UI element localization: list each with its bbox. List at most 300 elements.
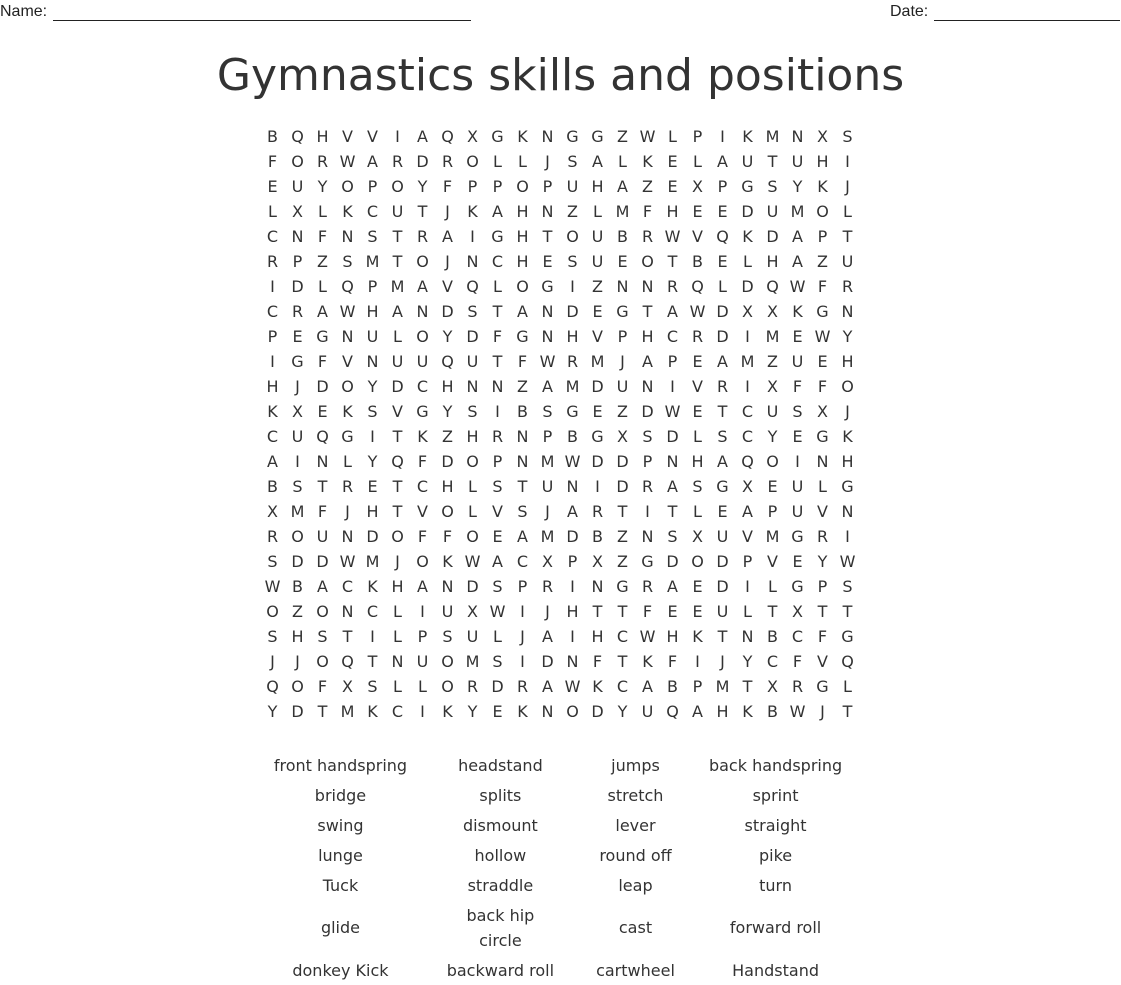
grid-letter[interactable]: X — [742, 477, 753, 496]
grid-letter[interactable]: A — [792, 252, 803, 271]
grid-letter[interactable]: Y — [617, 702, 628, 721]
grid-letter[interactable]: C — [666, 327, 679, 346]
grid-letter[interactable]: O — [416, 252, 429, 271]
grid-letter[interactable]: T — [492, 352, 503, 371]
grid-letter[interactable]: H — [666, 627, 679, 646]
grid-letter[interactable]: Z — [617, 402, 628, 421]
grid-letter[interactable]: N — [366, 352, 379, 371]
grid-letter[interactable]: B — [267, 127, 278, 146]
grid-letter[interactable]: T — [592, 602, 603, 621]
grid-letter[interactable]: P — [817, 577, 828, 596]
grid-letter[interactable]: O — [441, 677, 454, 696]
grid-letter[interactable]: A — [417, 277, 428, 296]
grid-letter[interactable]: G — [616, 302, 629, 321]
grid-letter[interactable]: R — [491, 427, 504, 446]
grid-letter[interactable]: I — [745, 377, 750, 396]
grid-letter[interactable]: G — [316, 327, 329, 346]
grid-letter[interactable]: A — [542, 377, 553, 396]
grid-letter[interactable]: U — [291, 427, 304, 446]
grid-letter[interactable]: T — [667, 252, 678, 271]
grid-letter[interactable]: W — [564, 677, 581, 696]
grid-letter[interactable]: Q — [291, 127, 304, 146]
grid-letter[interactable]: U — [291, 177, 304, 196]
grid-letter[interactable]: M — [365, 552, 380, 571]
grid-letter[interactable]: Y — [742, 652, 753, 671]
grid-letter[interactable]: W — [639, 127, 656, 146]
grid-letter[interactable]: K — [342, 202, 353, 221]
grid-letter[interactable]: I — [670, 377, 675, 396]
grid-letter[interactable]: T — [767, 152, 778, 171]
grid-letter[interactable]: H — [591, 177, 604, 196]
grid-letter[interactable]: I — [570, 627, 575, 646]
grid-letter[interactable]: H — [516, 227, 529, 246]
grid-letter[interactable]: Q — [441, 127, 454, 146]
grid-letter[interactable]: K — [842, 427, 853, 446]
grid-letter[interactable]: D — [441, 452, 454, 471]
grid-letter[interactable]: H — [291, 627, 304, 646]
grid-letter[interactable]: V — [492, 502, 503, 521]
grid-letter[interactable]: I — [720, 127, 725, 146]
grid-letter[interactable]: R — [316, 152, 329, 171]
grid-letter[interactable]: V — [692, 377, 703, 396]
grid-letter[interactable]: C — [616, 627, 629, 646]
grid-letter[interactable]: R — [641, 477, 654, 496]
grid-letter[interactable]: U — [791, 502, 804, 521]
grid-letter[interactable]: E — [717, 202, 728, 221]
grid-letter[interactable]: J — [820, 702, 825, 721]
grid-letter[interactable]: C — [416, 377, 429, 396]
grid-letter[interactable]: A — [317, 577, 328, 596]
grid-letter[interactable]: A — [742, 502, 753, 521]
grid-letter[interactable]: H — [441, 377, 454, 396]
grid-letter[interactable]: Z — [317, 252, 328, 271]
grid-letter[interactable]: F — [517, 352, 528, 371]
grid-letter[interactable]: O — [266, 602, 279, 621]
grid-letter[interactable]: S — [567, 252, 578, 271]
grid-letter[interactable]: I — [795, 452, 800, 471]
grid-letter[interactable]: T — [492, 302, 503, 321]
grid-letter[interactable]: G — [566, 402, 579, 421]
grid-letter[interactable]: I — [520, 602, 525, 621]
grid-letter[interactable]: X — [467, 602, 478, 621]
grid-letter[interactable]: E — [592, 402, 603, 421]
date-blank-line[interactable] — [934, 4, 1120, 21]
grid-letter[interactable]: L — [393, 602, 402, 621]
grid-letter[interactable]: T — [767, 602, 778, 621]
grid-letter[interactable]: O — [841, 377, 854, 396]
grid-letter[interactable]: E — [692, 577, 703, 596]
grid-letter[interactable]: U — [316, 527, 329, 546]
grid-letter[interactable]: F — [642, 602, 653, 621]
grid-letter[interactable]: E — [717, 502, 728, 521]
grid-letter[interactable]: L — [768, 577, 777, 596]
grid-letter[interactable]: J — [845, 177, 850, 196]
grid-letter[interactable]: P — [542, 177, 553, 196]
grid-letter[interactable]: D — [441, 302, 454, 321]
grid-letter[interactable]: T — [392, 427, 403, 446]
grid-letter[interactable]: Q — [441, 352, 454, 371]
grid-letter[interactable]: L — [693, 427, 702, 446]
grid-letter[interactable]: A — [367, 152, 378, 171]
grid-letter[interactable]: T — [842, 702, 853, 721]
grid-letter[interactable]: M — [715, 677, 730, 696]
grid-letter[interactable]: E — [492, 702, 503, 721]
grid-letter[interactable]: G — [741, 177, 754, 196]
grid-letter[interactable]: S — [492, 652, 503, 671]
grid-letter[interactable]: N — [491, 377, 504, 396]
grid-letter[interactable]: D — [666, 552, 679, 571]
grid-letter[interactable]: L — [493, 277, 502, 296]
grid-letter[interactable]: L — [418, 677, 427, 696]
grid-letter[interactable]: L — [593, 202, 602, 221]
grid-letter[interactable]: Y — [367, 377, 378, 396]
grid-letter[interactable]: V — [742, 527, 753, 546]
grid-letter[interactable]: H — [691, 452, 704, 471]
grid-letter[interactable]: M — [590, 352, 605, 371]
grid-letter[interactable]: E — [792, 327, 803, 346]
grid-letter[interactable]: N — [341, 227, 354, 246]
grid-letter[interactable]: L — [518, 152, 527, 171]
grid-letter[interactable]: W — [539, 352, 556, 371]
grid-letter[interactable]: L — [743, 252, 752, 271]
grid-letter[interactable]: T — [617, 502, 628, 521]
grid-letter[interactable]: S — [567, 152, 578, 171]
grid-letter[interactable]: T — [417, 202, 428, 221]
grid-letter[interactable]: F — [442, 527, 453, 546]
grid-letter[interactable]: J — [545, 152, 550, 171]
grid-letter[interactable]: D — [641, 402, 654, 421]
grid-letter[interactable]: C — [341, 577, 354, 596]
grid-letter[interactable]: G — [591, 127, 604, 146]
grid-letter[interactable]: L — [318, 277, 327, 296]
grid-letter[interactable]: W — [464, 552, 481, 571]
grid-letter[interactable]: R — [266, 527, 279, 546]
grid-letter[interactable]: H — [816, 152, 829, 171]
grid-letter[interactable]: O — [291, 677, 304, 696]
grid-letter[interactable]: I — [295, 452, 300, 471]
grid-letter[interactable]: P — [367, 277, 378, 296]
grid-letter[interactable]: Z — [817, 252, 828, 271]
grid-letter[interactable]: L — [843, 677, 852, 696]
grid-letter[interactable]: X — [767, 302, 778, 321]
grid-letter[interactable]: R — [791, 677, 804, 696]
grid-letter[interactable]: P — [417, 627, 428, 646]
grid-letter[interactable]: S — [517, 502, 528, 521]
grid-letter[interactable]: W — [339, 302, 356, 321]
grid-letter[interactable]: S — [767, 177, 778, 196]
grid-letter[interactable]: W — [789, 277, 806, 296]
grid-letter[interactable]: J — [445, 252, 450, 271]
grid-letter[interactable]: N — [591, 577, 604, 596]
grid-letter[interactable]: T — [542, 227, 553, 246]
grid-letter[interactable]: L — [668, 127, 677, 146]
grid-letter[interactable]: H — [366, 302, 379, 321]
grid-letter[interactable]: A — [317, 302, 328, 321]
grid-letter[interactable]: E — [792, 552, 803, 571]
grid-letter[interactable]: S — [542, 402, 553, 421]
grid-letter[interactable]: A — [642, 352, 653, 371]
grid-letter[interactable]: D — [591, 702, 604, 721]
grid-letter[interactable]: N — [616, 277, 629, 296]
grid-letter[interactable]: W — [639, 627, 656, 646]
grid-letter[interactable]: A — [592, 152, 603, 171]
grid-letter[interactable]: P — [692, 127, 703, 146]
grid-letter[interactable]: Z — [517, 377, 528, 396]
grid-letter[interactable]: O — [441, 502, 454, 521]
grid-letter[interactable]: X — [742, 302, 753, 321]
grid-letter[interactable]: U — [716, 527, 729, 546]
grid-letter[interactable]: F — [817, 277, 828, 296]
grid-letter[interactable]: Z — [292, 602, 303, 621]
grid-letter[interactable]: N — [416, 302, 429, 321]
grid-letter[interactable]: U — [791, 477, 804, 496]
grid-letter[interactable]: S — [267, 552, 278, 571]
grid-letter[interactable]: Y — [367, 452, 378, 471]
grid-letter[interactable]: I — [570, 277, 575, 296]
grid-letter[interactable]: N — [516, 427, 529, 446]
grid-letter[interactable]: A — [542, 627, 553, 646]
grid-letter[interactable]: V — [442, 277, 453, 296]
grid-letter[interactable]: I — [845, 527, 850, 546]
grid-letter[interactable]: J — [545, 502, 550, 521]
grid-letter[interactable]: D — [616, 477, 629, 496]
grid-letter[interactable]: D — [741, 277, 754, 296]
grid-letter[interactable]: G — [591, 427, 604, 446]
grid-letter[interactable]: F — [817, 627, 828, 646]
grid-letter[interactable]: N — [841, 502, 854, 521]
grid-letter[interactable]: E — [667, 177, 678, 196]
grid-letter[interactable]: Q — [716, 227, 729, 246]
grid-letter[interactable]: A — [267, 452, 278, 471]
grid-letter[interactable]: O — [291, 152, 304, 171]
grid-letter[interactable]: A — [442, 227, 453, 246]
grid-letter[interactable]: X — [767, 377, 778, 396]
grid-letter[interactable]: N — [441, 577, 454, 596]
grid-letter[interactable]: C — [766, 652, 779, 671]
grid-letter[interactable]: C — [791, 627, 804, 646]
grid-letter[interactable]: U — [841, 252, 854, 271]
grid-letter[interactable]: I — [420, 702, 425, 721]
grid-letter[interactable]: U — [466, 627, 479, 646]
grid-letter[interactable]: A — [517, 527, 528, 546]
grid-letter[interactable]: L — [393, 627, 402, 646]
grid-letter[interactable]: R — [266, 252, 279, 271]
grid-letter[interactable]: D — [766, 227, 779, 246]
grid-letter[interactable]: Z — [567, 202, 578, 221]
grid-letter[interactable]: N — [541, 702, 554, 721]
grid-letter[interactable]: V — [342, 127, 353, 146]
grid-letter[interactable]: U — [466, 352, 479, 371]
grid-letter[interactable]: J — [545, 602, 550, 621]
grid-letter[interactable]: Y — [467, 702, 478, 721]
grid-letter[interactable]: B — [592, 527, 603, 546]
grid-letter[interactable]: L — [393, 677, 402, 696]
grid-letter[interactable]: C — [741, 427, 754, 446]
grid-letter[interactable]: R — [641, 227, 654, 246]
grid-letter[interactable]: N — [341, 327, 354, 346]
grid-letter[interactable]: J — [345, 502, 350, 521]
grid-letter[interactable]: R — [716, 377, 729, 396]
grid-letter[interactable]: K — [367, 577, 378, 596]
grid-letter[interactable]: M — [340, 702, 355, 721]
grid-letter[interactable]: O — [466, 452, 479, 471]
grid-letter[interactable]: A — [517, 302, 528, 321]
grid-letter[interactable]: K — [342, 402, 353, 421]
grid-letter[interactable]: D — [391, 377, 404, 396]
grid-letter[interactable]: U — [791, 152, 804, 171]
grid-letter[interactable]: P — [492, 452, 503, 471]
grid-letter[interactable]: O — [566, 227, 579, 246]
grid-letter[interactable]: S — [317, 627, 328, 646]
grid-letter[interactable]: M — [365, 252, 380, 271]
grid-letter[interactable]: R — [566, 352, 579, 371]
grid-letter[interactable]: E — [292, 327, 303, 346]
grid-letter[interactable]: K — [792, 302, 803, 321]
grid-letter[interactable]: D — [291, 702, 304, 721]
grid-letter[interactable]: N — [341, 527, 354, 546]
grid-letter[interactable]: B — [267, 477, 278, 496]
grid-letter[interactable]: E — [717, 252, 728, 271]
grid-letter[interactable]: Y — [267, 702, 278, 721]
grid-letter[interactable]: I — [595, 477, 600, 496]
grid-letter[interactable]: T — [392, 502, 403, 521]
grid-letter[interactable]: H — [716, 702, 729, 721]
date-field[interactable] — [890, 3, 1120, 21]
grid-letter[interactable]: C — [616, 677, 629, 696]
grid-letter[interactable]: O — [416, 552, 429, 571]
grid-letter[interactable]: R — [516, 677, 529, 696]
grid-letter[interactable]: T — [667, 502, 678, 521]
grid-letter[interactable]: S — [342, 252, 353, 271]
grid-letter[interactable]: D — [591, 377, 604, 396]
grid-letter[interactable]: S — [667, 527, 678, 546]
grid-letter[interactable]: K — [517, 702, 528, 721]
grid-letter[interactable]: L — [718, 277, 727, 296]
grid-letter[interactable]: N — [391, 652, 404, 671]
grid-letter[interactable]: Q — [766, 277, 779, 296]
grid-letter[interactable]: O — [816, 202, 829, 221]
grid-letter[interactable]: D — [466, 327, 479, 346]
grid-letter[interactable]: B — [292, 577, 303, 596]
grid-letter[interactable]: E — [692, 402, 703, 421]
grid-letter[interactable]: S — [467, 402, 478, 421]
grid-letter[interactable]: L — [618, 152, 627, 171]
grid-letter[interactable]: H — [516, 252, 529, 271]
grid-letter[interactable]: C — [491, 252, 504, 271]
grid-letter[interactable]: X — [692, 177, 703, 196]
grid-letter[interactable]: D — [416, 152, 429, 171]
grid-letter[interactable]: M — [540, 527, 555, 546]
grid-letter[interactable]: V — [692, 227, 703, 246]
grid-letter[interactable]: C — [391, 702, 404, 721]
grid-letter[interactable]: F — [642, 202, 653, 221]
grid-letter[interactable]: G — [566, 127, 579, 146]
grid-letter[interactable]: G — [716, 477, 729, 496]
grid-letter[interactable]: S — [492, 477, 503, 496]
grid-letter[interactable]: A — [692, 702, 703, 721]
grid-letter[interactable]: R — [291, 302, 304, 321]
grid-letter[interactable]: E — [267, 177, 278, 196]
grid-letter[interactable]: I — [845, 152, 850, 171]
grid-letter[interactable]: W — [339, 152, 356, 171]
grid-letter[interactable]: F — [317, 502, 328, 521]
grid-letter[interactable]: N — [341, 602, 354, 621]
grid-letter[interactable]: N — [291, 227, 304, 246]
grid-letter[interactable]: N — [641, 377, 654, 396]
grid-letter[interactable]: T — [392, 227, 403, 246]
grid-letter[interactable]: Y — [792, 177, 803, 196]
grid-letter[interactable]: X — [792, 602, 803, 621]
grid-letter[interactable]: V — [767, 552, 778, 571]
grid-letter[interactable]: W — [689, 302, 706, 321]
grid-letter[interactable]: O — [466, 527, 479, 546]
grid-letter[interactable]: E — [667, 602, 678, 621]
grid-letter[interactable]: S — [442, 627, 453, 646]
grid-letter[interactable]: H — [566, 327, 579, 346]
grid-letter[interactable]: Q — [341, 277, 354, 296]
grid-letter[interactable]: P — [292, 252, 303, 271]
grid-letter[interactable]: M — [540, 452, 555, 471]
grid-letter[interactable]: D — [566, 527, 579, 546]
grid-letter[interactable]: K — [642, 152, 653, 171]
grid-letter[interactable]: G — [416, 402, 429, 421]
grid-letter[interactable]: F — [417, 527, 428, 546]
grid-letter[interactable]: I — [370, 627, 375, 646]
grid-letter[interactable]: N — [666, 452, 679, 471]
grid-letter[interactable]: F — [317, 227, 328, 246]
grid-letter[interactable]: L — [693, 502, 702, 521]
grid-letter[interactable]: M — [565, 377, 580, 396]
grid-letter[interactable]: K — [742, 127, 753, 146]
grid-letter[interactable]: W — [564, 452, 581, 471]
grid-letter[interactable]: T — [842, 227, 853, 246]
grid-letter[interactable]: T — [342, 627, 353, 646]
grid-letter[interactable]: T — [842, 602, 853, 621]
grid-letter[interactable]: C — [366, 202, 379, 221]
grid-letter[interactable]: L — [268, 202, 277, 221]
grid-letter[interactable]: S — [792, 402, 803, 421]
grid-letter[interactable]: X — [342, 677, 353, 696]
grid-letter[interactable]: A — [792, 227, 803, 246]
grid-letter[interactable]: B — [767, 702, 778, 721]
grid-letter[interactable]: E — [542, 252, 553, 271]
grid-letter[interactable]: P — [767, 502, 778, 521]
grid-letter[interactable]: E — [592, 302, 603, 321]
grid-letter[interactable]: X — [617, 427, 628, 446]
grid-letter[interactable]: E — [692, 352, 703, 371]
grid-letter[interactable]: D — [316, 552, 329, 571]
grid-letter[interactable]: S — [367, 402, 378, 421]
grid-letter[interactable]: T — [317, 702, 328, 721]
grid-letter[interactable]: N — [566, 477, 579, 496]
grid-letter[interactable]: R — [691, 327, 704, 346]
grid-letter[interactable]: U — [391, 202, 404, 221]
grid-letter[interactable]: I — [520, 652, 525, 671]
grid-letter[interactable]: L — [468, 477, 477, 496]
grid-letter[interactable]: U — [591, 227, 604, 246]
grid-letter[interactable]: E — [492, 527, 503, 546]
grid-letter[interactable]: F — [492, 327, 503, 346]
grid-letter[interactable]: A — [617, 177, 628, 196]
grid-letter[interactable]: I — [695, 652, 700, 671]
grid-letter[interactable]: D — [716, 302, 729, 321]
grid-letter[interactable]: Q — [666, 702, 679, 721]
grid-letter[interactable]: S — [842, 127, 853, 146]
grid-letter[interactable]: U — [766, 202, 779, 221]
grid-letter[interactable]: T — [392, 252, 403, 271]
grid-letter[interactable]: G — [816, 427, 829, 446]
grid-letter[interactable]: Q — [741, 452, 754, 471]
